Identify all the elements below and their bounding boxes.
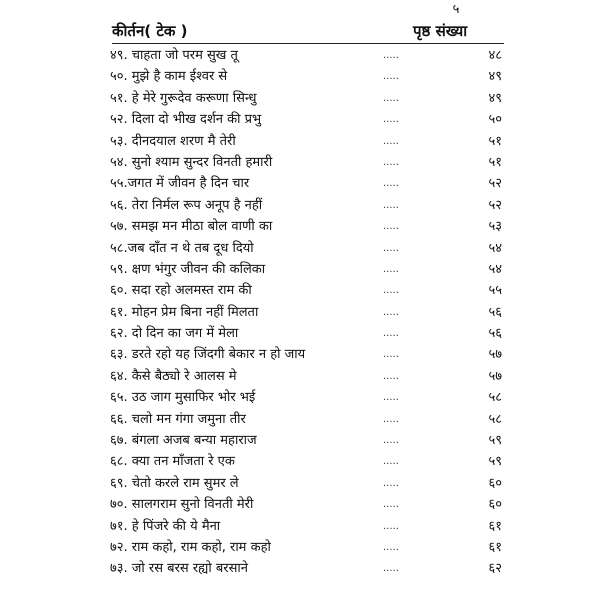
index-entry-72 (110, 538, 502, 559)
index-entry-70 (110, 495, 502, 516)
entry-page-number: ६० (488, 475, 502, 491)
index-entry-60 (110, 281, 502, 302)
entry-page-number: ५६ (488, 304, 502, 320)
entry-title: ६३. डरते रहो यह जिंदगी बेकार न हो जाय (110, 347, 306, 363)
entry-leader-dots: ..... (383, 199, 399, 211)
entry-page-number: ५१ (488, 154, 502, 170)
entry-title: ५४. सुनो श्याम सुन्दर विनती हमारी (110, 154, 273, 170)
entry-page-number: ४९ (488, 69, 502, 85)
index-entry-62 (110, 324, 502, 345)
index-entry-65 (110, 388, 502, 409)
entry-leader-dots: ..... (383, 156, 399, 168)
entry-page-number: ५१ (488, 133, 502, 149)
page-number: ५ (452, 2, 460, 17)
index-entry-64 (110, 367, 502, 388)
kirtan-index-list (110, 46, 502, 581)
entry-title: ६५. उठ जाग मुसाफिर भोर भई (110, 390, 256, 406)
entry-leader-dots: ..... (383, 413, 399, 425)
entry-leader-dots: ..... (383, 114, 399, 126)
entry-page-number: ६१ (488, 518, 502, 534)
entry-title: ५७. समझ मन मीठा बोल वाणी का (110, 219, 273, 235)
entry-leader-dots: ..... (383, 477, 399, 489)
index-entry-56 (110, 196, 502, 217)
entry-page-number: ५४ (488, 261, 502, 277)
entry-page-number: ५८ (488, 390, 502, 406)
entry-title: ५६. तेरा निर्मल रूप अनूप है नहीं (110, 197, 263, 213)
index-entry-69 (110, 474, 502, 495)
entry-page-number: ६२ (488, 561, 502, 577)
entry-leader-dots: ..... (383, 392, 399, 404)
entry-page-number: ६१ (488, 539, 502, 555)
header-divider (112, 43, 504, 44)
index-entry-68 (110, 452, 502, 473)
entry-page-number: ५७ (488, 347, 502, 363)
entry-leader-dots: ..... (383, 435, 399, 447)
index-entry-71 (110, 517, 502, 538)
entry-title: ७१. हे पिंजरे की ये मैना (110, 518, 221, 534)
index-entry-54 (110, 153, 502, 174)
index-entry-52 (110, 110, 502, 131)
entry-title: ४९. चाहता जो परम सुख तू (110, 48, 238, 63)
entry-page-number: ४८ (488, 48, 502, 63)
entry-leader-dots: ..... (383, 520, 399, 532)
entry-leader-dots: ..... (383, 349, 399, 361)
entry-page-number: ५५ (488, 283, 502, 299)
entry-title: ७२. राम कहो, राम कहो, राम कहो (110, 539, 271, 555)
entry-title: ६९. चेतो करले राम सुमर ले (110, 475, 239, 491)
entry-title: ५०. मुझे है काम ईश्वर से (110, 69, 228, 85)
entry-leader-dots: ..... (383, 242, 399, 254)
index-entry-57 (110, 217, 502, 238)
entry-leader-dots: ..... (383, 370, 399, 382)
entry-title: ५३. दीनदयाल शरण मै तेरी (110, 133, 236, 149)
entry-leader-dots: ..... (383, 285, 399, 297)
kirtan-column-header: कीर्तन( टेक ) (112, 22, 188, 40)
entry-page-number: ५२ (488, 197, 502, 213)
entry-title: ७३. जो रस बरस रह्यो बरसाने (110, 561, 248, 577)
entry-title: ६६. चलो मन गंगा जमुना तीर (110, 411, 246, 427)
entry-title: ६१. मोहन प्रेम बिना नहीं मिलता (110, 304, 259, 320)
entry-title: ६०. सदा रहो अलमस्त राम की (110, 283, 252, 299)
entry-title: ७०. सालगराम सुनो विनती मेरी (110, 497, 254, 513)
entry-leader-dots: ..... (383, 221, 399, 233)
entry-page-number: ५४ (488, 240, 502, 256)
entry-title: ५९. क्षण भंगुर जीवन की कलिका (110, 261, 266, 277)
entry-leader-dots: ..... (383, 263, 399, 275)
entry-page-number: ५३ (488, 219, 502, 235)
entry-page-number: ५९ (488, 454, 502, 470)
index-entry-61 (110, 303, 502, 324)
entry-leader-dots: ..... (383, 541, 399, 553)
index-entry-59 (110, 260, 502, 281)
entry-leader-dots: ..... (383, 563, 399, 575)
entry-page-number: ५९ (488, 433, 502, 449)
entry-leader-dots: ..... (383, 306, 399, 318)
entry-title: ६७. बंगला अजब बन्या महाराज (110, 433, 257, 449)
entry-leader-dots: ..... (383, 50, 399, 61)
entry-page-number: ४९ (488, 90, 502, 106)
entry-title: ६४. कैसे बैठ्यो रे आलस मे (110, 368, 237, 384)
index-entry-51 (110, 89, 502, 110)
entry-page-number: ५० (488, 112, 502, 128)
entry-leader-dots: ..... (383, 328, 399, 340)
index-entry-73 (110, 559, 502, 580)
entry-leader-dots: ..... (383, 178, 399, 190)
index-entry-66 (110, 410, 502, 431)
page-count-column-header: पृष्ठ संख्या (413, 22, 468, 40)
entry-title: ५२. दिला दो भीख दर्शन की प्रभु (110, 112, 262, 128)
entry-page-number: ५७ (488, 368, 502, 384)
entry-page-number: ५८ (488, 411, 502, 427)
index-entry-58 (110, 239, 502, 260)
index-entry-50 (110, 67, 502, 88)
entry-page-number: ५६ (488, 326, 502, 342)
entry-page-number: ५२ (488, 176, 502, 192)
index-entry-55 (110, 174, 502, 195)
entry-title: ६२. दो दिन का जग में मेला (110, 326, 239, 342)
entry-page-number: ६० (488, 497, 502, 513)
entry-leader-dots: ..... (383, 92, 399, 104)
entry-title: ६८. क्या तन माँजता रे एक (110, 454, 235, 470)
index-entry-53 (110, 132, 502, 153)
entry-leader-dots: ..... (383, 71, 399, 83)
index-entry-49 (110, 46, 502, 67)
index-entry-67 (110, 431, 502, 452)
entry-leader-dots: ..... (383, 135, 399, 147)
entry-leader-dots: ..... (383, 499, 399, 511)
entry-title: ५५.जगत में जीवन है दिन चार (110, 176, 250, 192)
entry-title: ५८.जब दाँत न थे तब दूध दियो (110, 240, 254, 256)
index-entry-63 (110, 345, 502, 366)
entry-leader-dots: ..... (383, 456, 399, 468)
entry-title: ५१. हे मेरे गुरूदेव करूणा सिन्धु (110, 90, 257, 106)
